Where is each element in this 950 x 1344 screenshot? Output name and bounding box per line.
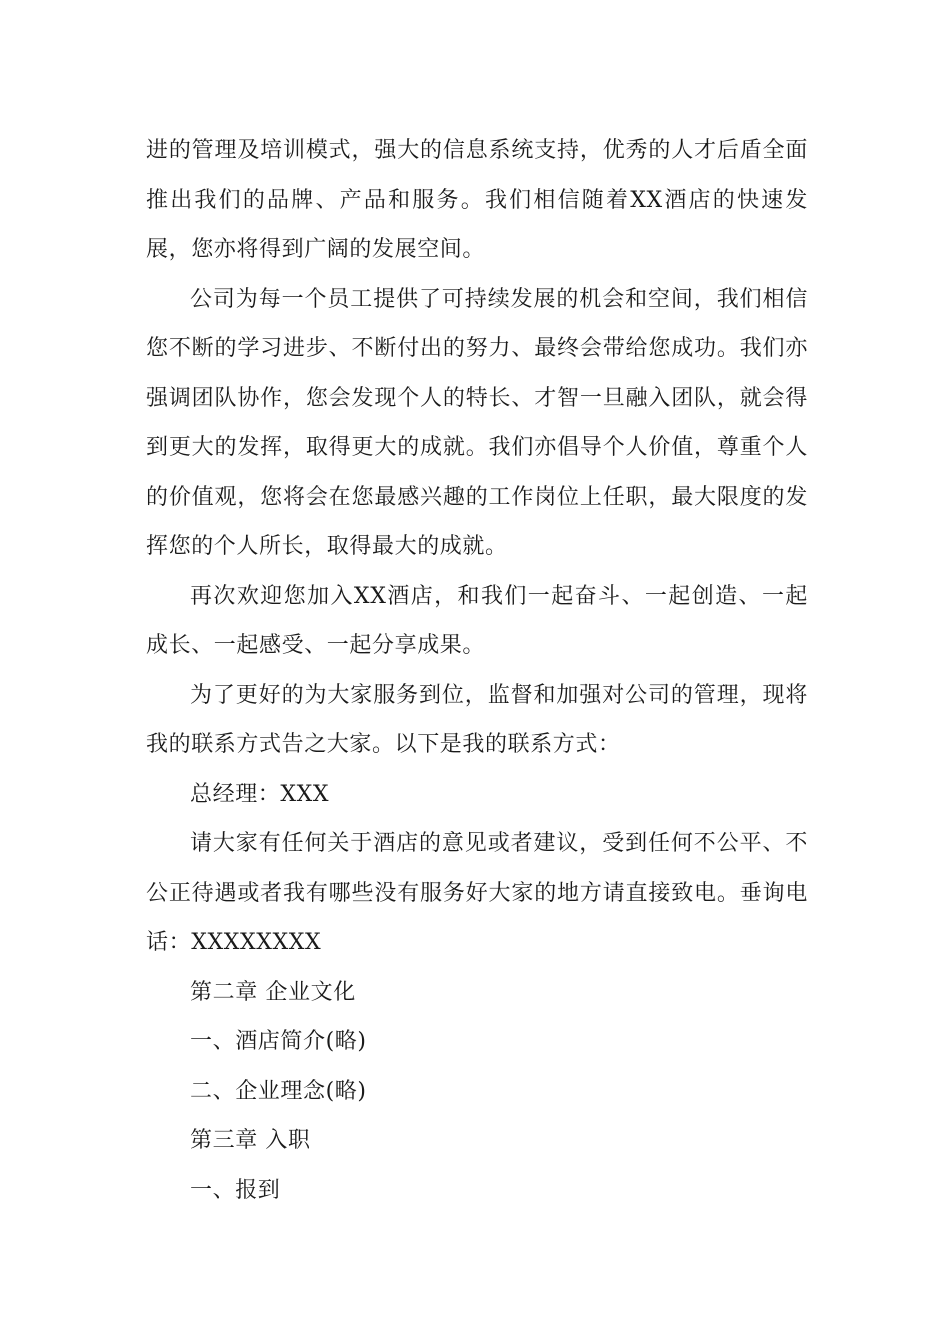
heading-hotel-intro: 一、酒店简介(略): [190, 1029, 367, 1054]
paragraph-general-manager: 总经理：XXX: [190, 781, 330, 807]
paragraph-company-intro-continued: 进的管理及培训模式，强大的信息系统支持，优秀的人才后盾全面推出我们的品牌、产品和服务。我们相信随着XX酒店的快速发展，您亦将得到广阔的发展空间。: [146, 138, 808, 262]
document-body: [146, 126, 808, 1215]
heading-report-for-duty: 一、报到: [190, 1177, 281, 1203]
paragraph-contact-intro: 为了更好的为大家服务到位，监督和加强对公司的管理，现将我的联系方式告之大家。以下是我的联系方式：: [146, 682, 808, 757]
heading-corporate-philosophy: 二、企业理念(略): [190, 1078, 367, 1104]
heading-chapter-two: 第二章 企业文化: [190, 979, 356, 1005]
paragraph-feedback-phone: 请大家有任何关于酒店的意见或者建议，受到任何不公平、不公正待遇或者我有哪些没有服务好大家的地方请直接致电。垂询电话：XXXXXXXX: [146, 831, 808, 955]
heading-chapter-three: 第三章 入职: [190, 1128, 311, 1153]
paragraph-development-opportunity: 公司为每一个员工提供了可持续发展的机会和空间，我们相信您不断的学习进步、不断付出的努力、最终会带给您成功。我们亦强调团队协作，您会发现个人的特长、才智一旦融入团队，就会得到更大的发挥，取得更大的成就。我们亦倡导个人价值，尊重个人的价值观，您将会在您最感兴趣的工作岗位上任职，最大限度的发挥您的个人所长，取得最大的成就。: [146, 286, 808, 559]
paragraph-welcome-again: 再次欢迎您加入XX酒店，和我们一起奋斗、一起创造、一起成长、一起感受、一起分享成果。: [146, 583, 808, 658]
